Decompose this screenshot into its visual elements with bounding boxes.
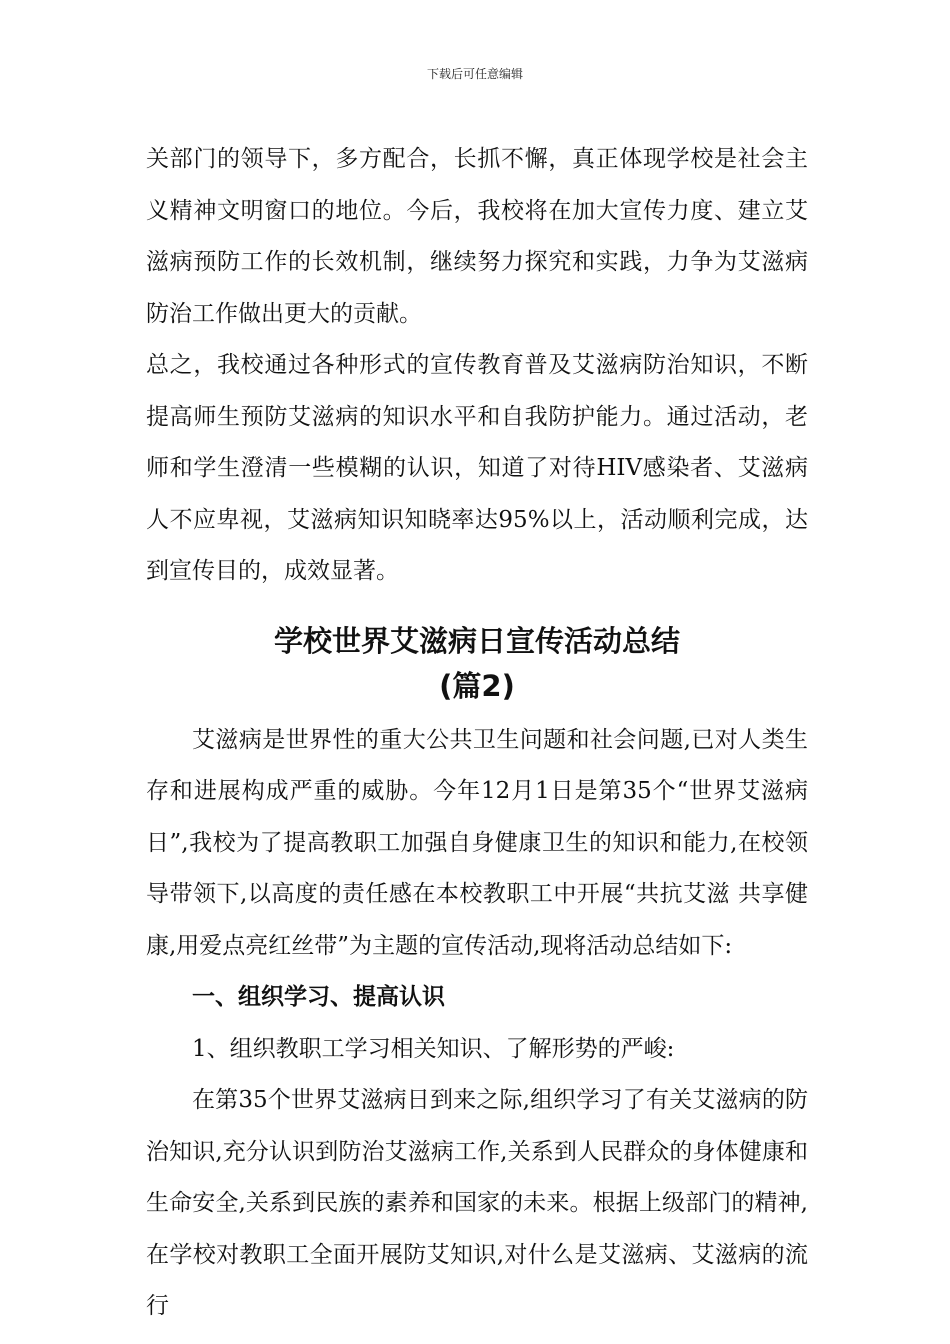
page-header: 下载后可任意编辑 xyxy=(426,67,523,81)
paragraph-conclusion: 总之，我校通过各种形式的宣传教育普及艾滋病防治知识，不断提高师生预防艾滋病的知识水平和自我防护能力。通过活动，老师和学生澄清一些模糊的认识，知道了对待HIV感染者、艾滋病人不应卑视，艾滋病知识知晓率达95%以上，活动顺利完成，达到宣传目的，成效显著。 xyxy=(146,352,808,584)
paragraph-body: 在第35个世界艾滋病日到来之际,组织学习了有关艾滋病的防治知识,充分认识到防治艾滋病工作,关系到人民群众的身体健康和生命安全,关系到民族的素养和国家的未来。根据上级部门的精神,在学校对教职工全面开展防艾知识,对什么是艾滋病、艾滋病的流行 xyxy=(146,1087,808,1319)
document-subtitle: (篇2) xyxy=(439,668,515,703)
paragraph-intro: 艾滋病是世界性的重大公共卫生问题和社会问题,已对人类生存和进展构成严重的威胁。今年12月1日是第35个“世界艾滋病日”,我校为了提高教职工加强自身健康卫生的知识和能力,在校领导带领下,以高度的责任感在本校教职工中开展“共抗艾滋 共享健康,用爱点亮红丝带”为主题的宣传活动,现将活动总结如下: xyxy=(146,726,808,959)
paragraph-continuation: 关部门的领导下，多方配合，长抓不懈，真正体现学校是社会主义精神文明窗口的地位。今后，我校将在加大宣传力度、建立艾滋病预防工作的长效机制，继续努力探究和实践，力争为艾滋病防治工作做出更大的贡献。 xyxy=(146,146,808,327)
section-heading: 一、组织学习、提高认识 xyxy=(192,984,445,1010)
document-body xyxy=(146,134,808,1333)
list-item: 1、组织教职工学习相关知识、了解形势的严峻: xyxy=(192,1035,675,1062)
document-title: 学校世界艾滋病日宣传活动总结 xyxy=(273,623,680,658)
